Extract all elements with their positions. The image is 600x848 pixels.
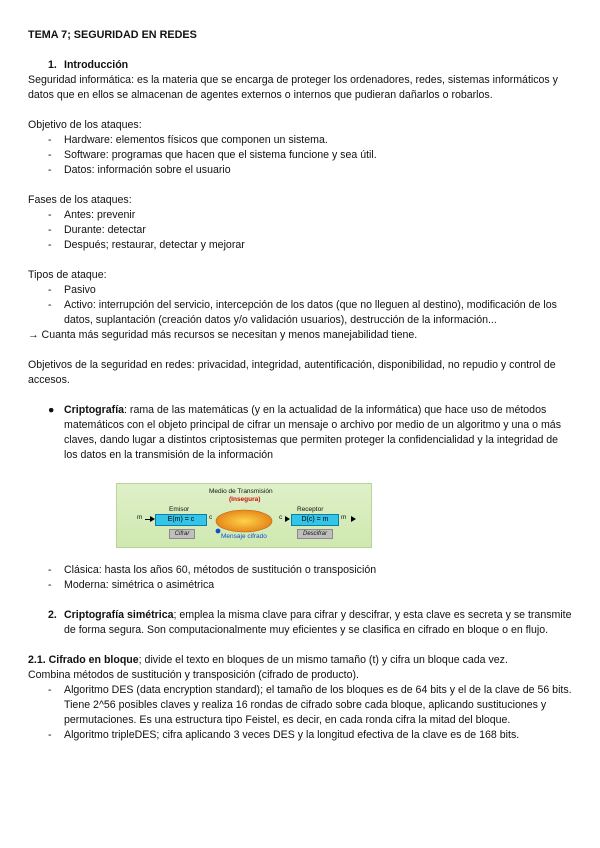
emisor-box: E(m) = c xyxy=(155,514,207,526)
list-item: - Moderna: simétrica o asimétrica xyxy=(48,578,573,593)
list-item: - Después; restaurar, detectar y mejorar xyxy=(48,238,573,253)
intro-text: : es la materia que se encarga de proteger los ordenadores, redes, sistemas informáticos y datos que en ellos se almacenan de agentes externos o internos que pudieran dañarlos o robarlos. xyxy=(28,74,558,101)
section-2-text: ; emplea la misma clave para cifrar y descifrar, y esta clave es secreta y se transmite de forma segura. Son computacionalmente muy eficientes y se clasifica en cifrado en bloque o en flujo. xyxy=(64,609,572,636)
list-item: - Activo: interrupción del servicio, intercepción de los datos (que no lleguen al destino), modificación de los datos, suplantación (creación datos y/o validación usuarios), destrucción de la información... xyxy=(48,298,573,328)
criptografia-item xyxy=(28,403,573,463)
section-2 xyxy=(28,608,573,638)
section-2-number: 2. xyxy=(48,609,57,621)
fases-label: Fases de los ataques: xyxy=(28,194,132,206)
m-output-label: m xyxy=(341,514,347,521)
tipos-note: → Cuanta más seguridad más recursos se necesitan y menos manejabilidad tiene. xyxy=(28,329,418,341)
criptografia-term: Criptografía xyxy=(64,404,125,416)
list-item: - Datos: información sobre el usuario xyxy=(48,163,573,178)
c-output-label: c xyxy=(209,514,213,521)
tipos-list xyxy=(28,283,573,328)
emisor-label: Emisor xyxy=(169,506,190,513)
list-item: - Antes: prevenir xyxy=(48,208,573,223)
intro-lead: Seguridad informática xyxy=(28,74,132,86)
section-2-1-text: ; divide el texto en bloques de un mismo tamaño (t) y cifra un bloque cada vez. xyxy=(138,654,508,666)
bullet-icon: ● xyxy=(48,404,55,416)
c-input-label: c xyxy=(279,514,283,521)
medio-label: Medio de Transmisión xyxy=(209,488,273,495)
crypto-diagram xyxy=(116,483,372,548)
section-2-1 xyxy=(28,653,573,668)
list-item: - Durante: detectar xyxy=(48,223,573,238)
receptor-label: Receptor xyxy=(297,506,324,513)
criptografia-text: : rama de las matemáticas (y en la actualidad de la informática) que hace uso de métodos matemáticos con el objeto principal de cifrar un mensaje o archivo por medio de un algoritmo y una o más claves, dando lugar a distintos criptosistemas que permiten proteger la confidencialidad y la integridad de los datos en la transmisión de la información xyxy=(64,404,561,461)
section-2-1-line2: Combina métodos de sustitución y transposición (cifrado de producto). xyxy=(28,669,359,681)
list-item: - Software: programas que hacen que el sistema funcione y sea útil. xyxy=(48,148,573,163)
descifrar-button: Descifrar xyxy=(297,529,333,539)
receptor-box: D(c) = m xyxy=(291,514,339,526)
algoritmos-list xyxy=(28,683,573,743)
list-item: - Hardware: elementos físicos que componen un sistema. xyxy=(48,133,573,148)
intro-paragraph xyxy=(28,73,573,103)
section-1-title: Introducción xyxy=(64,59,129,71)
arrow-right-icon xyxy=(351,516,356,522)
fases-list xyxy=(28,208,573,253)
section-1-heading xyxy=(28,58,573,73)
objetivos-list xyxy=(28,133,573,178)
list-item: - Clásica: hasta los años 60, métodos de sustitución o transposición xyxy=(48,563,573,578)
insegura-label: (Insegura) xyxy=(229,496,261,503)
tipos-label: Tipos de ataque: xyxy=(28,269,107,281)
section-1-number: 1. xyxy=(48,59,57,71)
document-title: TEMA 7; SEGURIDAD EN REDES xyxy=(28,29,197,41)
list-item: - Algoritmo DES (data encryption standard); el tamaño de los bloques es de 64 bits y el de la clave de 56 bits. Tiene 2^56 posibles claves y realiza 16 rondas de cifrado sobre cada bloque, aplicando sustituciones y permutaciones. Es una estructura tipo Feistel, es decir, en cada ronda cifra la mitad del bloque. xyxy=(48,683,573,728)
objetivos-label: Objetivo de los ataques: xyxy=(28,119,142,131)
cifrar-button: Cifrar xyxy=(169,529,195,539)
list-item: - Algoritmo tripleDES; cifra aplicando 3 veces DES y la longitud efectiva de la clave es de 168 bits. xyxy=(48,728,573,743)
section-2-1-term: 2.1. Cifrado en bloque xyxy=(28,654,139,666)
clasica-list xyxy=(28,563,573,593)
objetivos-seguridad: Objetivos de la seguridad en redes: privacidad, integridad, autentificación, disponibilidad, no repudio y control de accesos. xyxy=(28,359,556,386)
document-page xyxy=(28,28,573,743)
section-2-term: Criptografía simétrica xyxy=(64,609,174,621)
arrow-right-icon xyxy=(285,516,290,522)
list-item: - Pasivo xyxy=(48,283,573,298)
ellipse-channel-icon xyxy=(213,508,275,534)
m-input-label: m xyxy=(137,514,143,521)
mensaje-label: Mensaje cifrado xyxy=(221,533,267,540)
